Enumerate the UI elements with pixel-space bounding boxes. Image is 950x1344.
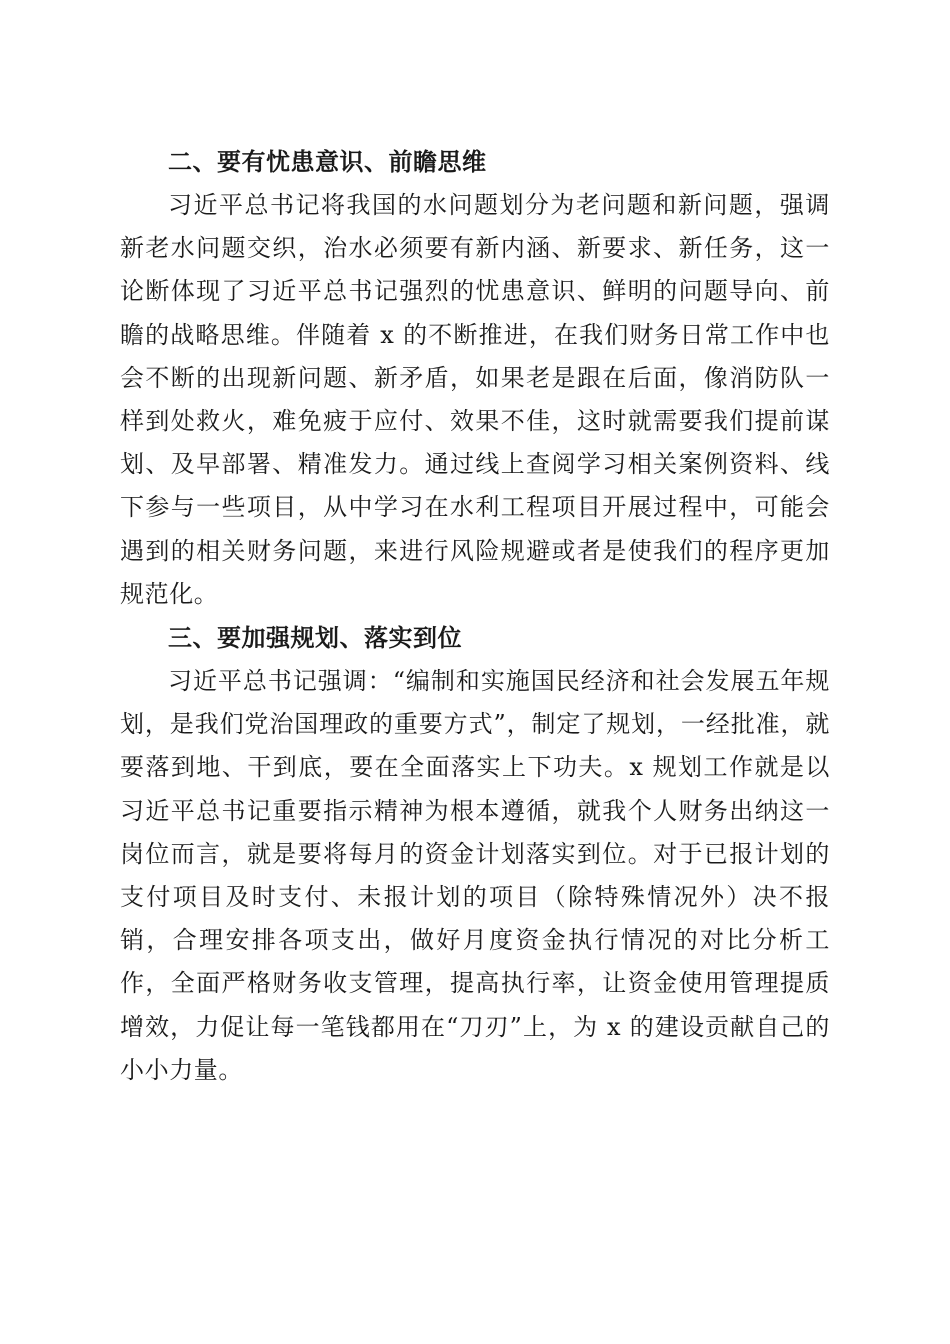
section-paragraph: 习近平总书记强调：“编制和实施国民经济和社会发展五年规划，是我们党治国理政的重要方式”，制定了规划，一经批准，就要落到地、干到底，要在全面落实上下功夫。x 规划工作就是以习近平总书记重要指示精神为根本遵循，就我个人财务出纳这一岗位而言，就是要将每月的资金计划落实到位。对于已报计划的支付项目及时支付、未报计划的项目（除特殊情况外）决不报销，合理安排各项支出，做好月度资金执行情况的对比分析工作，全面严格财务收支管理，提高执行率，让资金使用管理提质增效，力促让每一笔钱都用在“刀刃”上，为 x 的建设贡献自己的小小力量。: [120, 667, 830, 1084]
section-3: [120, 616, 830, 1092]
section-heading: 三、要加强规划、落实到位: [168, 624, 462, 653]
section-2: [120, 140, 830, 616]
document-page: [120, 140, 830, 1092]
section-paragraph: 习近平总书记将我国的水问题划分为老问题和新问题，强调新老水问题交织，治水必须要有新内涵、新要求、新任务，这一论断体现了习近平总书记强烈的忧患意识、鲜明的问题导向、前瞻的战略思维。伴随着 x 的不断推进，在我们财务日常工作中也会不断的出现新问题、新矛盾，如果老是跟在后面，像消防队一样到处救火，难免疲于应付、效果不佳，这时就需要我们提前谋划、及早部署、精准发力。通过线上查阅学习相关案例资料、线下参与一些项目，从中学习在水利工程项目开展过程中，可能会遇到的相关财务问题，来进行风险规避或者是使我们的程序更加规范化。: [120, 191, 830, 608]
section-heading: 二、要有忧患意识、前瞻思维: [168, 148, 487, 176]
